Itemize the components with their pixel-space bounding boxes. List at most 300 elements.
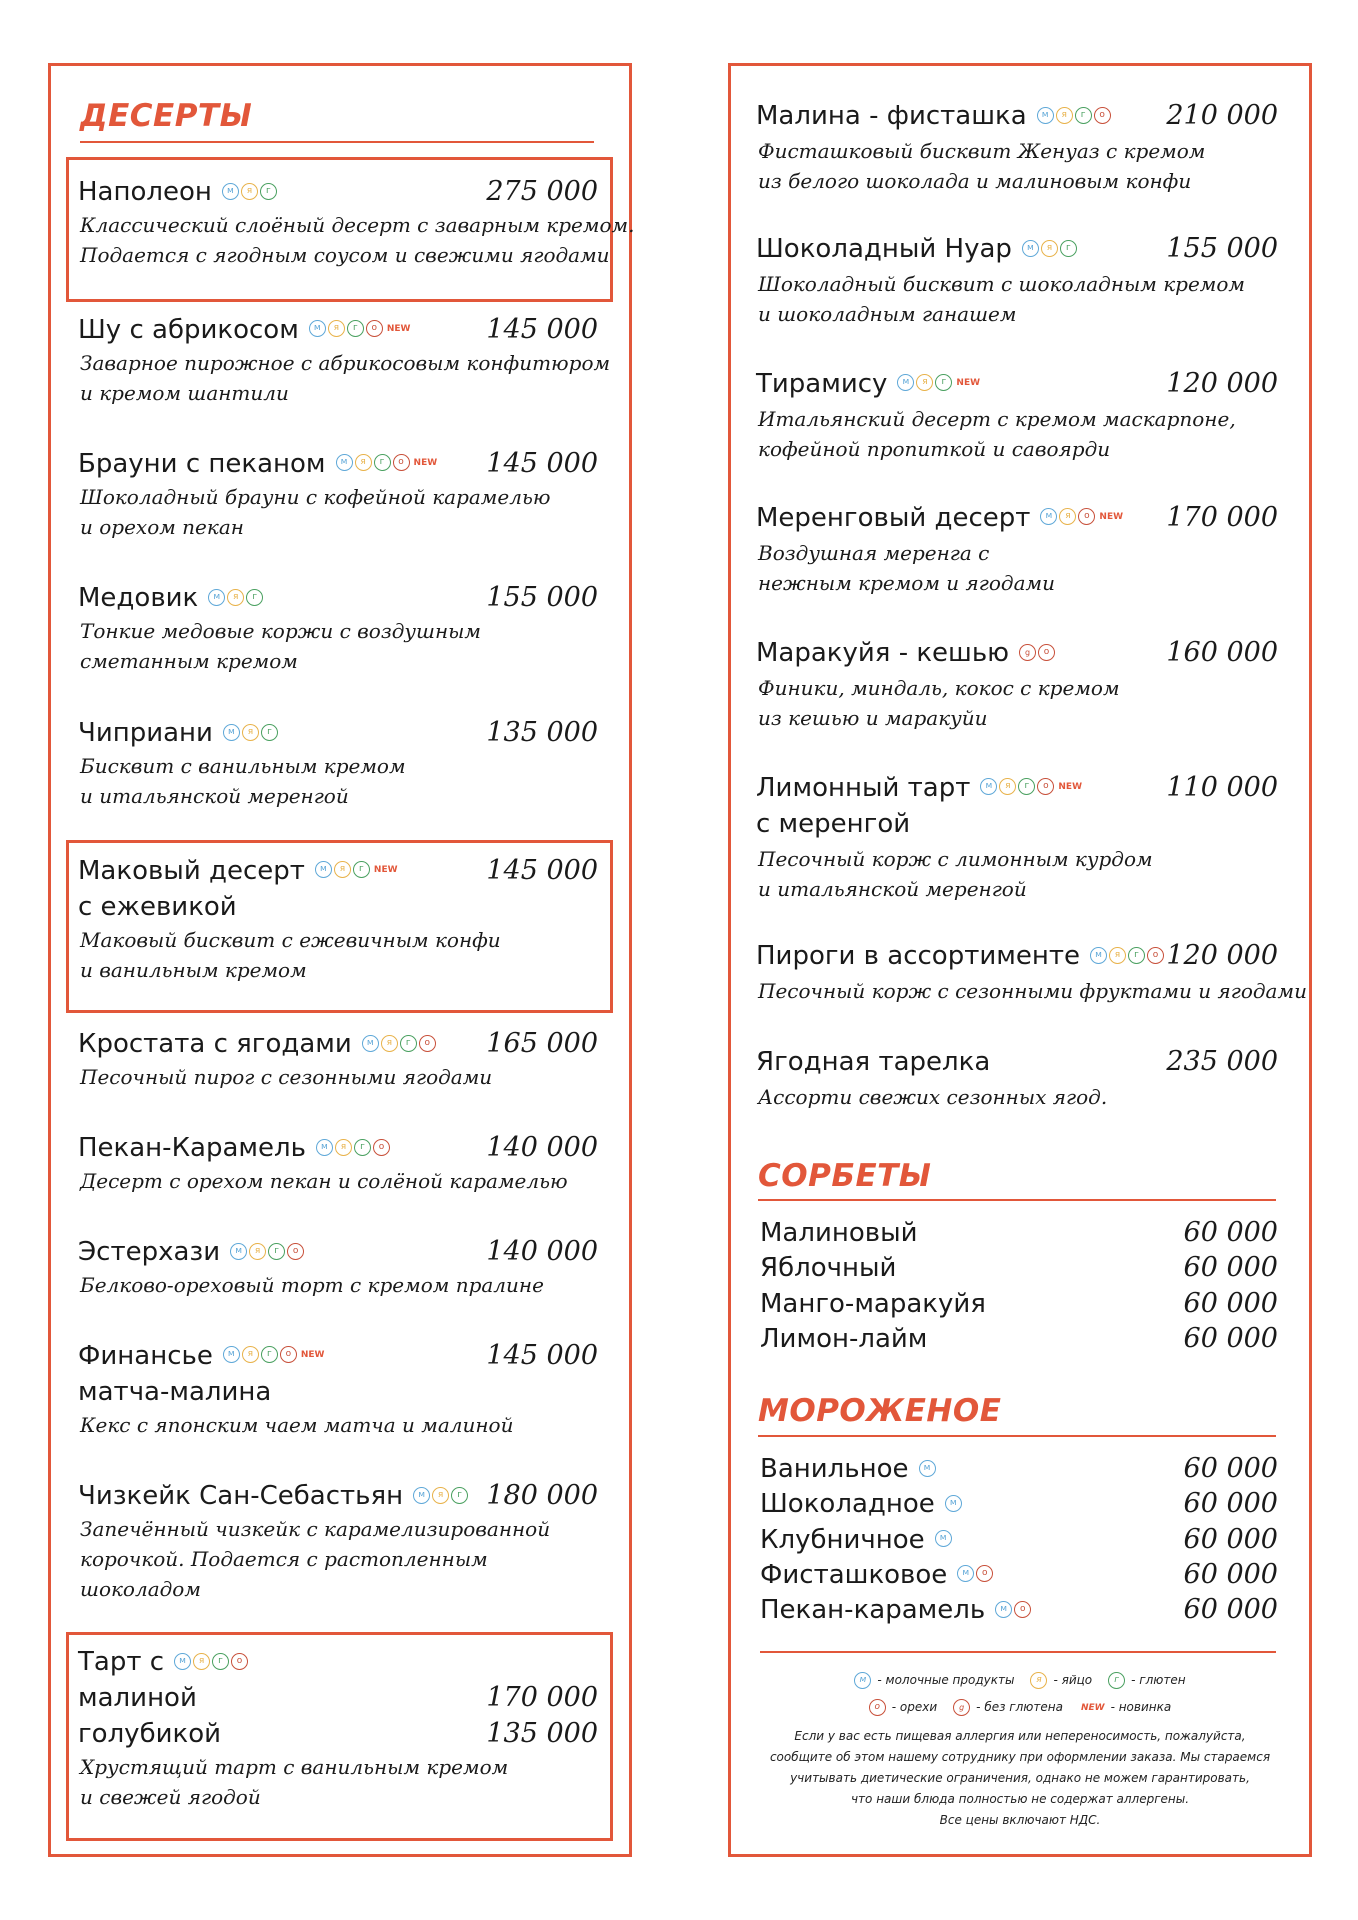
menu-item bbox=[760, 1250, 1278, 1286]
item-price-line: 120 000 bbox=[1166, 368, 1278, 399]
item-name bbox=[760, 1557, 995, 1593]
item-description-line: Десерт с орехом пекан и солёной карамелью bbox=[80, 1169, 568, 1193]
egg-icon: я bbox=[432, 1487, 449, 1504]
item-name bbox=[760, 1451, 938, 1487]
dairy-icon: м bbox=[995, 1601, 1012, 1618]
item-price-line bbox=[486, 1644, 598, 1680]
item-description-line: нежным кремом и ягодами bbox=[758, 571, 1055, 595]
item-price-line: 235 000 bbox=[1166, 1046, 1278, 1077]
item-description-line: Итальянский десерт с кремом маскарпоне, bbox=[758, 407, 1236, 431]
item-price-line: 210 000 bbox=[1166, 100, 1278, 131]
item-price-line: 155 000 bbox=[486, 582, 598, 613]
allergy-disclaimer bbox=[740, 1726, 1300, 1831]
item-price bbox=[1166, 231, 1278, 267]
dairy-icon: м bbox=[223, 1346, 240, 1363]
item-name-line: Шоколадный Нуар bbox=[756, 234, 1012, 264]
item-name bbox=[756, 98, 1113, 134]
item-description bbox=[758, 844, 1153, 904]
legend-entry bbox=[1030, 1672, 1092, 1689]
item-name-line: Шу с абрикосом bbox=[78, 315, 299, 345]
item-price: 60 000 bbox=[1183, 1453, 1278, 1484]
item-price bbox=[486, 1026, 598, 1062]
dairy-icon: м bbox=[223, 724, 240, 741]
allergen-icons bbox=[957, 1555, 995, 1591]
item-price bbox=[1166, 366, 1278, 402]
allergen-icons bbox=[413, 1477, 470, 1513]
item-price: 60 000 bbox=[1183, 1252, 1278, 1284]
item-description-line: Песочный пирог с сезонными ягодами bbox=[80, 1065, 493, 1089]
item-description-line: и шоколадным ганашем bbox=[758, 302, 1017, 326]
item-name bbox=[78, 1478, 470, 1514]
item-price-line: 170 000 bbox=[1166, 502, 1278, 533]
item-name-text: Ванильное bbox=[760, 1454, 909, 1484]
item-name bbox=[760, 1286, 986, 1322]
allergen-icons bbox=[1022, 230, 1079, 266]
egg-icon: я bbox=[381, 1035, 398, 1052]
nuts-icon: о bbox=[1037, 778, 1054, 795]
item-name-text: Малиновый bbox=[760, 1218, 918, 1248]
desserts-title: ДЕСЕРТЫ bbox=[80, 98, 253, 134]
item-price-line: 120 000 bbox=[1166, 940, 1278, 971]
icecream-list bbox=[760, 1451, 1278, 1636]
item-name-line: матча-малина bbox=[78, 1377, 272, 1407]
new-badge: NEW bbox=[413, 457, 438, 468]
item-price bbox=[486, 1234, 598, 1270]
gluten-icon: г bbox=[1108, 1672, 1125, 1689]
item-description bbox=[80, 1410, 513, 1440]
item-description-line: Воздушная меренга с bbox=[758, 541, 990, 565]
item-name-line: Пекан-Карамель bbox=[78, 1133, 306, 1163]
dairy-icon: м bbox=[945, 1495, 962, 1512]
egg-icon: я bbox=[1109, 947, 1126, 964]
menu-item bbox=[760, 1321, 1278, 1357]
nuts-icon: о bbox=[1078, 508, 1095, 525]
item-price bbox=[1166, 98, 1278, 134]
item-name bbox=[760, 1522, 954, 1558]
item-price: 60 000 bbox=[1183, 1558, 1278, 1590]
item-price bbox=[1166, 770, 1278, 806]
allergen-icons bbox=[945, 1485, 964, 1521]
item-name-text: Фисташковое bbox=[760, 1559, 948, 1590]
disclaimer-line: Все цены включают НДС. bbox=[939, 1813, 1101, 1827]
item-name bbox=[78, 1338, 324, 1410]
dairy-icon: м bbox=[222, 183, 239, 200]
nuts-icon: о bbox=[1038, 644, 1055, 661]
sorbets-list bbox=[760, 1215, 1278, 1365]
desserts-title-underline bbox=[80, 141, 594, 143]
item-description-line: Ассорти свежих сезонных ягод. bbox=[758, 1085, 1108, 1109]
item-description-line: и кремом шантили bbox=[80, 381, 289, 405]
nuts-icon: о bbox=[419, 1035, 436, 1052]
item-name bbox=[760, 1321, 927, 1357]
legend-label: - орехи bbox=[891, 1700, 938, 1714]
egg-icon: я bbox=[335, 1139, 352, 1156]
item-name bbox=[78, 715, 280, 751]
item-description-line: Подается с ягодным соусом и свежими ягодами bbox=[80, 243, 610, 267]
item-price: 60 000 bbox=[1183, 1287, 1278, 1319]
allergen-icons bbox=[995, 1591, 1033, 1627]
allergen-icons bbox=[174, 1643, 250, 1679]
dairy-icon: м bbox=[980, 778, 997, 795]
item-price-line: 135 000 bbox=[486, 717, 598, 748]
item-name-line: Кростата с ягодами bbox=[78, 1029, 352, 1059]
item-description bbox=[80, 751, 406, 811]
menu-item bbox=[760, 1592, 1278, 1628]
item-description bbox=[758, 1082, 1107, 1112]
dairy-icon: м bbox=[309, 320, 326, 337]
nuts-icon: о bbox=[287, 1243, 304, 1260]
allergen-icons bbox=[223, 1336, 325, 1373]
gluten-icon: г bbox=[1018, 778, 1035, 795]
gluten-icon: г bbox=[1075, 107, 1092, 124]
allergen-icons bbox=[222, 173, 279, 209]
item-name bbox=[78, 853, 398, 925]
item-name bbox=[756, 770, 1082, 842]
item-name-line: голубикой bbox=[78, 1719, 222, 1749]
nuts-icon: о bbox=[869, 1699, 886, 1716]
allergen-icons bbox=[897, 364, 980, 401]
legend-label: - новинка bbox=[1110, 1700, 1172, 1714]
item-name-line: Чиприани bbox=[78, 718, 213, 748]
item-description bbox=[80, 348, 610, 408]
item-price: 60 000 bbox=[1183, 1594, 1278, 1626]
allergen-icons bbox=[1040, 498, 1123, 535]
disclaimer-line: сообщите об этом нашему сотруднику при оформлении заказа. Мы стараемся bbox=[769, 1750, 1271, 1764]
nuts-icon: о bbox=[393, 454, 410, 471]
dairy-icon: м bbox=[230, 1243, 247, 1260]
new-badge: NEW bbox=[1099, 511, 1124, 522]
allergen-icons bbox=[315, 851, 398, 888]
item-description bbox=[80, 925, 501, 985]
new-badge: NEW bbox=[300, 1349, 325, 1360]
item-name-line: Пироги в ассортименте bbox=[756, 941, 1080, 971]
item-description bbox=[758, 136, 1205, 196]
menu-item bbox=[760, 1486, 1278, 1522]
allergen-icons bbox=[1037, 97, 1113, 133]
menu-item bbox=[760, 1215, 1278, 1251]
legend-label: - без глютена bbox=[976, 1700, 1063, 1714]
item-description-line: шоколадом bbox=[80, 1577, 201, 1601]
gluten-icon: г bbox=[347, 320, 364, 337]
item-name-line: Малина - фисташка bbox=[756, 101, 1027, 131]
item-price bbox=[486, 715, 598, 751]
item-price-line: 135 000 bbox=[486, 1718, 598, 1749]
item-price-line: 155 000 bbox=[1166, 233, 1278, 264]
dairy-icon: м bbox=[957, 1565, 974, 1582]
item-description bbox=[758, 538, 1055, 598]
item-name bbox=[78, 1644, 250, 1752]
item-name bbox=[760, 1592, 1033, 1628]
dairy-icon: м bbox=[1090, 947, 1107, 964]
item-name-line: с ежевикой bbox=[78, 892, 237, 922]
egg-icon: я bbox=[1030, 1672, 1047, 1689]
egg-icon: я bbox=[241, 183, 258, 200]
nuts-icon: о bbox=[366, 320, 383, 337]
item-name bbox=[756, 500, 1123, 536]
item-name bbox=[760, 1215, 918, 1251]
egg-icon: я bbox=[1041, 240, 1058, 257]
item-name bbox=[756, 635, 1057, 671]
nuts-icon: о bbox=[976, 1565, 993, 1582]
item-description-line: Классический слоёный десерт с заварным кремом. bbox=[80, 213, 635, 237]
egg-icon: я bbox=[916, 374, 933, 391]
legend-divider bbox=[760, 1651, 1276, 1653]
new-badge: NEW bbox=[956, 377, 981, 388]
item-name-line: Чизкейк Сан-Себастьян bbox=[78, 1481, 404, 1511]
nuts-icon: о bbox=[231, 1653, 248, 1670]
item-description-line: Заварное пирожное с абрикосовым конфитюром bbox=[80, 351, 611, 375]
item-name bbox=[78, 446, 437, 482]
gluten-icon: г bbox=[1128, 947, 1145, 964]
item-name-line: Тарт с bbox=[78, 1647, 165, 1677]
gluten-icon: г bbox=[260, 183, 277, 200]
item-description-line: Песочный корж с сезонными фруктами и ягодами bbox=[758, 979, 1307, 1003]
item-price bbox=[486, 853, 598, 889]
item-description-line: Шоколадный брауни с кофейной карамелью bbox=[80, 485, 551, 509]
item-name-line: Медовик bbox=[78, 583, 199, 613]
egg-icon: я bbox=[227, 589, 244, 606]
gluten-free-icon: g bbox=[953, 1699, 970, 1716]
dairy-icon: м bbox=[315, 861, 332, 878]
item-description-line: и орехом пекан bbox=[80, 515, 244, 539]
item-name-line: Наполеон bbox=[78, 177, 212, 207]
new-badge: NEW bbox=[386, 323, 411, 334]
allergen-icons bbox=[336, 444, 438, 481]
new-badge: NEW bbox=[1058, 781, 1082, 792]
item-price bbox=[486, 1644, 598, 1752]
sorbets-title-underline bbox=[758, 1199, 1276, 1201]
item-price-line: 145 000 bbox=[486, 314, 598, 345]
item-name-text: Яблочный bbox=[760, 1253, 897, 1284]
item-price bbox=[486, 446, 598, 482]
item-description bbox=[80, 1270, 544, 1300]
egg-icon: я bbox=[1059, 508, 1076, 525]
item-description-line: Финики, миндаль, кокос с кремом bbox=[758, 676, 1120, 700]
item-description-line: и итальянской меренгой bbox=[80, 784, 349, 808]
legend-entry bbox=[953, 1699, 1063, 1716]
item-price bbox=[486, 1130, 598, 1166]
item-description-line: Маковый бисквит с ежевичным конфи bbox=[80, 928, 501, 952]
gluten-icon: г bbox=[1060, 240, 1077, 257]
menu-item bbox=[760, 1286, 1278, 1322]
item-price bbox=[486, 1478, 598, 1514]
item-price-line: 110 000 bbox=[1166, 772, 1278, 803]
item-description-line: корочкой. Подается с растопленным bbox=[80, 1547, 488, 1571]
item-name-line: Лимонный тарт bbox=[756, 773, 971, 803]
item-price-line: 140 000 bbox=[486, 1236, 598, 1267]
item-name bbox=[756, 1044, 990, 1080]
item-description-line: Тонкие медовые коржи с воздушным bbox=[80, 619, 482, 643]
item-description-line: сметанным кремом bbox=[80, 649, 298, 673]
item-name-line: Брауни с пеканом bbox=[78, 449, 326, 479]
item-price-line: 140 000 bbox=[486, 1132, 598, 1163]
dairy-icon: м bbox=[854, 1672, 871, 1689]
icecream-title: МОРОЖЕНОЕ bbox=[758, 1393, 1002, 1429]
item-price-line: 170 000 bbox=[486, 1682, 598, 1713]
item-name bbox=[760, 1250, 896, 1286]
item-price-line: 275 000 bbox=[486, 176, 598, 207]
item-description bbox=[758, 976, 1307, 1006]
allergen-icons bbox=[208, 579, 265, 615]
item-price: 60 000 bbox=[1183, 1322, 1278, 1354]
dairy-icon: м bbox=[413, 1487, 430, 1504]
gluten-icon: г bbox=[353, 861, 370, 878]
item-description bbox=[80, 482, 550, 542]
item-description bbox=[758, 673, 1120, 733]
dairy-icon: м bbox=[1022, 240, 1039, 257]
item-price bbox=[486, 174, 598, 210]
item-description bbox=[80, 1166, 568, 1196]
new-badge: NEW bbox=[373, 864, 398, 875]
dairy-icon: м bbox=[897, 374, 914, 391]
nuts-icon: о bbox=[1094, 107, 1111, 124]
legend-entry bbox=[1079, 1700, 1171, 1714]
item-price bbox=[1166, 1044, 1278, 1080]
nuts-icon: о bbox=[1147, 947, 1164, 964]
sorbets-title: СОРБЕТЫ bbox=[758, 1158, 932, 1194]
gluten-icon: г bbox=[451, 1487, 468, 1504]
allergen-icons bbox=[230, 1233, 306, 1269]
item-name-text: Шоколадное bbox=[760, 1489, 935, 1520]
item-description-line: Бисквит с ванильным кремом bbox=[80, 754, 406, 778]
item-price: 60 000 bbox=[1183, 1217, 1278, 1248]
item-price-line: 145 000 bbox=[486, 855, 598, 886]
allergen-icons bbox=[919, 1450, 938, 1486]
item-price: 60 000 bbox=[1183, 1523, 1278, 1555]
legend-row bbox=[740, 1699, 1300, 1716]
item-name-line: Маракуйя - кешью bbox=[756, 638, 1010, 668]
item-name bbox=[756, 231, 1079, 267]
nuts-icon: о bbox=[373, 1139, 390, 1156]
item-name bbox=[756, 366, 980, 402]
dairy-icon: м bbox=[208, 589, 225, 606]
item-name bbox=[78, 1026, 438, 1062]
item-description bbox=[80, 210, 634, 270]
allergen-icons bbox=[316, 1129, 392, 1165]
egg-icon: я bbox=[355, 454, 372, 471]
item-price bbox=[486, 1338, 598, 1374]
item-name bbox=[78, 1234, 306, 1270]
item-price: 60 000 bbox=[1183, 1488, 1278, 1520]
gluten-icon: г bbox=[354, 1139, 371, 1156]
allergen-icons bbox=[362, 1025, 438, 1061]
item-name-line: Маковый десерт bbox=[78, 856, 305, 886]
item-description-line: Белково-ореховый торт с кремом пралине bbox=[80, 1273, 544, 1297]
item-description bbox=[80, 1062, 492, 1092]
item-price-line: 160 000 bbox=[1166, 637, 1278, 668]
legend-entry bbox=[1108, 1672, 1185, 1689]
allergen-icons bbox=[1019, 634, 1057, 670]
menu-item bbox=[760, 1522, 1278, 1558]
item-name bbox=[78, 312, 410, 348]
nuts-icon: о bbox=[280, 1346, 297, 1363]
item-price bbox=[486, 580, 598, 616]
egg-icon: я bbox=[328, 320, 345, 337]
item-name bbox=[78, 580, 265, 616]
item-price bbox=[1166, 938, 1278, 974]
item-description bbox=[758, 269, 1245, 329]
item-name-text: Лимон-лайм bbox=[760, 1323, 928, 1354]
gluten-icon: г bbox=[935, 374, 952, 391]
item-name bbox=[78, 1130, 392, 1166]
item-name bbox=[78, 174, 279, 210]
item-description bbox=[80, 1752, 508, 1812]
allergen-icons bbox=[935, 1520, 954, 1556]
item-name-line: Ягодная тарелка bbox=[756, 1047, 991, 1077]
legend-entry bbox=[854, 1672, 1014, 1689]
item-description-line: Песочный корж с лимонным курдом bbox=[758, 847, 1153, 871]
gluten-icon: г bbox=[212, 1653, 229, 1670]
item-name-line: Финансье bbox=[78, 1341, 213, 1371]
item-description-line: Кекс с японским чаем матча и малиной bbox=[80, 1413, 514, 1437]
item-name-text: Клубничное bbox=[760, 1524, 925, 1555]
item-description-line: Шоколадный бисквит с шоколадным кремом bbox=[758, 272, 1246, 296]
allergen-icons bbox=[980, 768, 1082, 805]
item-name-text: Манго-маракуйя bbox=[760, 1288, 986, 1319]
item-description-line: и итальянской меренгой bbox=[758, 877, 1027, 901]
dairy-icon: м bbox=[362, 1035, 379, 1052]
gluten-icon: г bbox=[261, 724, 278, 741]
new-badge: NEW bbox=[1080, 1702, 1105, 1713]
item-name bbox=[756, 938, 1166, 974]
dairy-icon: м bbox=[919, 1460, 936, 1477]
legend-label: - молочные продукты bbox=[877, 1673, 1015, 1687]
item-description-line: и ванильным кремом bbox=[80, 958, 307, 982]
gluten-icon: г bbox=[268, 1243, 285, 1260]
item-description-line: из белого шоколада и малиновым конфи bbox=[758, 169, 1192, 193]
item-price-line: 145 000 bbox=[486, 448, 598, 479]
item-price bbox=[486, 312, 598, 348]
nuts-icon: о bbox=[1014, 1601, 1031, 1618]
item-description-line: Хрустящий тарт с ванильным кремом bbox=[80, 1755, 509, 1779]
allergen-legend bbox=[740, 1672, 1300, 1831]
item-description bbox=[758, 404, 1236, 464]
item-description-line: кофейной пропиткой и савоярди bbox=[758, 437, 1111, 461]
egg-icon: я bbox=[193, 1653, 210, 1670]
gluten-icon: г bbox=[400, 1035, 417, 1052]
allergen-icons bbox=[309, 310, 411, 347]
legend-entry bbox=[869, 1699, 937, 1716]
disclaimer-line: учитывать диетические ограничения, однако не можем гарантировать, bbox=[790, 1771, 1250, 1785]
gluten-icon: г bbox=[246, 589, 263, 606]
item-price-line: 165 000 bbox=[486, 1028, 598, 1059]
item-description bbox=[80, 616, 481, 676]
item-price-line: 145 000 bbox=[486, 1340, 598, 1371]
egg-icon: я bbox=[1056, 107, 1073, 124]
item-name-text: Пекан-карамель bbox=[760, 1595, 986, 1626]
egg-icon: я bbox=[249, 1243, 266, 1260]
gluten-icon: г bbox=[261, 1346, 278, 1363]
dairy-icon: м bbox=[935, 1530, 952, 1547]
item-price-line: 180 000 bbox=[486, 1480, 598, 1511]
disclaimer-line: Если у вас есть пищевая аллергия или непереносимость, пожалуйста, bbox=[794, 1729, 1246, 1743]
legend-row bbox=[740, 1672, 1300, 1689]
dairy-icon: м bbox=[316, 1139, 333, 1156]
egg-icon: я bbox=[242, 724, 259, 741]
item-price bbox=[1166, 500, 1278, 536]
dairy-icon: м bbox=[1037, 107, 1054, 124]
item-description bbox=[80, 1514, 550, 1604]
item-description-line: из кешью и маракуйи bbox=[758, 706, 988, 730]
menu-item bbox=[760, 1451, 1278, 1487]
item-description-line: Запечённый чизкейк с карамелизированной bbox=[80, 1517, 551, 1541]
item-name-line: Меренговый десерт bbox=[756, 503, 1031, 533]
egg-icon: я bbox=[999, 778, 1016, 795]
gluten-free-icon: g bbox=[1019, 644, 1036, 661]
egg-icon: я bbox=[334, 861, 351, 878]
icecream-title-underline bbox=[758, 1435, 1276, 1437]
item-name-line: с меренгой bbox=[756, 809, 911, 839]
